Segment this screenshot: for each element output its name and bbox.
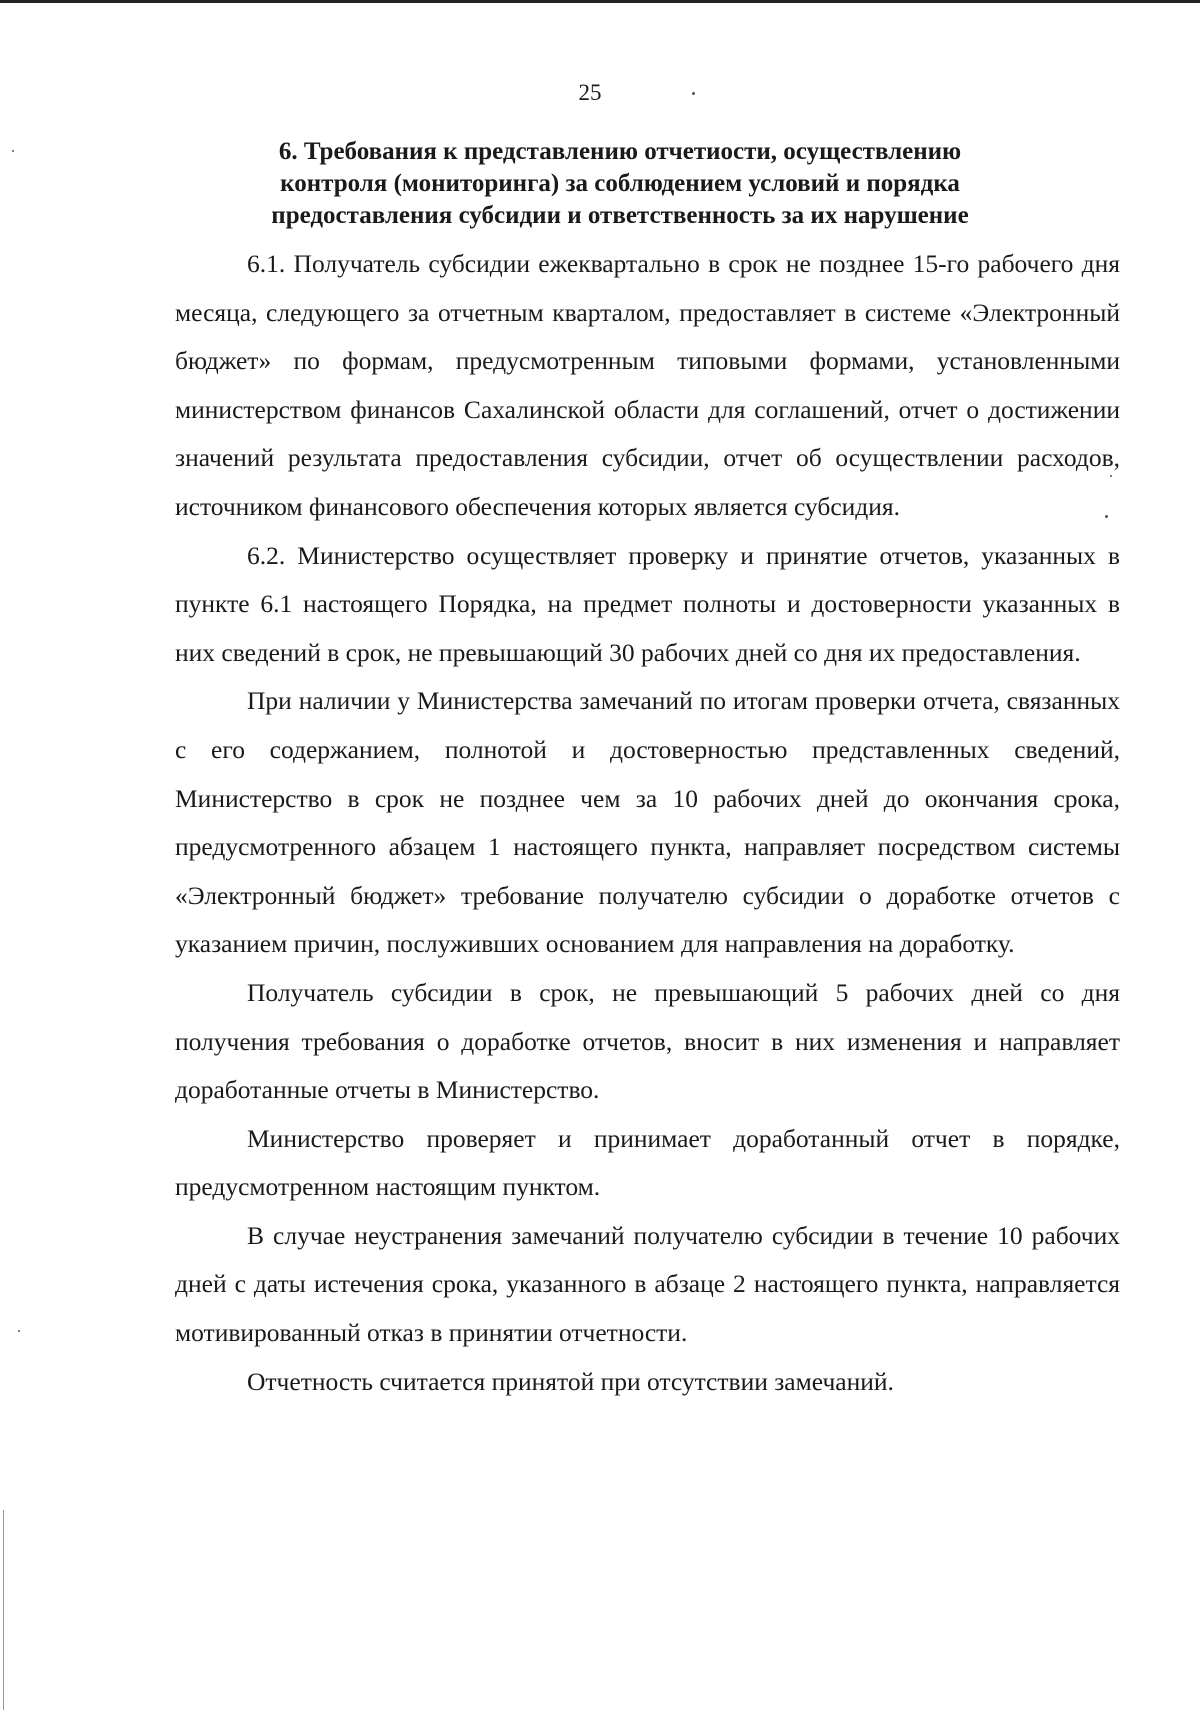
- scan-top-border: [0, 0, 1200, 3]
- section-title-line: предоставления субсидии и ответственность за их нарушение: [271, 202, 969, 229]
- paragraph-6-1: 6.1. Получатель субсидии ежеквартально в срок не позднее 15-го рабочего дня месяца, следующего за отчетным кварталом, предоставляет в системе «Электронный бюджет» по формам, предусмотренным типовыми формами, установленными министерством финансов Сахалинской области для соглашений, отчет о достижении значений результата предоставления субсидии, отчет об осуществлении расходов, источником финансового обеспечения которых является субсидия.: [175, 249, 1120, 521]
- section-title-line: 6. Требования к представлению отчетиости, осуществлению: [278, 138, 962, 165]
- scan-speck: [1110, 475, 1112, 477]
- scan-edge-line: [3, 1510, 4, 1710]
- scan-speck: [1105, 515, 1108, 518]
- section-title: [205, 136, 1035, 232]
- paragraph-revision: Получатель субсидии в срок, не превышающий 5 рабочих дней со дня получения требования о доработке отчетов, вносит в них изменения и направляет доработанные отчеты в Министерство.: [175, 977, 1120, 1105]
- section-title-line: контроля (мониторинга) за соблюдением условий и порядка: [280, 170, 960, 197]
- document-body: [175, 240, 1120, 1406]
- scan-speck: [692, 92, 695, 95]
- scan-speck: [18, 1330, 20, 1332]
- paragraph-remarks: При наличии у Министерства замечаний по итогам проверки отчета, связанных с его содержанием, полнотой и достоверностью представленных сведений, Министерство в срок не позднее чем за 10 рабочих дней до окончания срока, предусмотренного абзацем 1 настоящего пункта, направляет посредством системы «Электронный бюджет» требование получателю субсидии о доработке отчетов с указанием причин, послуживших основанием для направления на доработку.: [175, 686, 1120, 959]
- paragraph-refusal: В случае неустранения замечаний получателю субсидии в течение 10 рабочих дней с даты истечения срока, указанного в абзаце 2 настоящего пункта, направляется мотивированный отказ в принятии отчетности.: [175, 1220, 1120, 1348]
- scan-speck: [12, 150, 14, 152]
- paragraph-acceptance: Министерство проверяет и принимает доработанный отчет в порядке, предусмотренном настоящим пунктом.: [175, 1123, 1120, 1202]
- page-number: 25: [578, 80, 602, 105]
- paragraph-accepted: Отчетность считается принятой при отсутствии замечаний.: [247, 1366, 894, 1396]
- paragraph-6-2: 6.2. Министерство осуществляет проверку и принятие отчетов, указанных в пункте 6.1 настоящего Порядка, на предмет полноты и достоверности указанных в них сведений в срок, не превышающий 30 рабочих дней со дня их предоставления.: [175, 540, 1120, 667]
